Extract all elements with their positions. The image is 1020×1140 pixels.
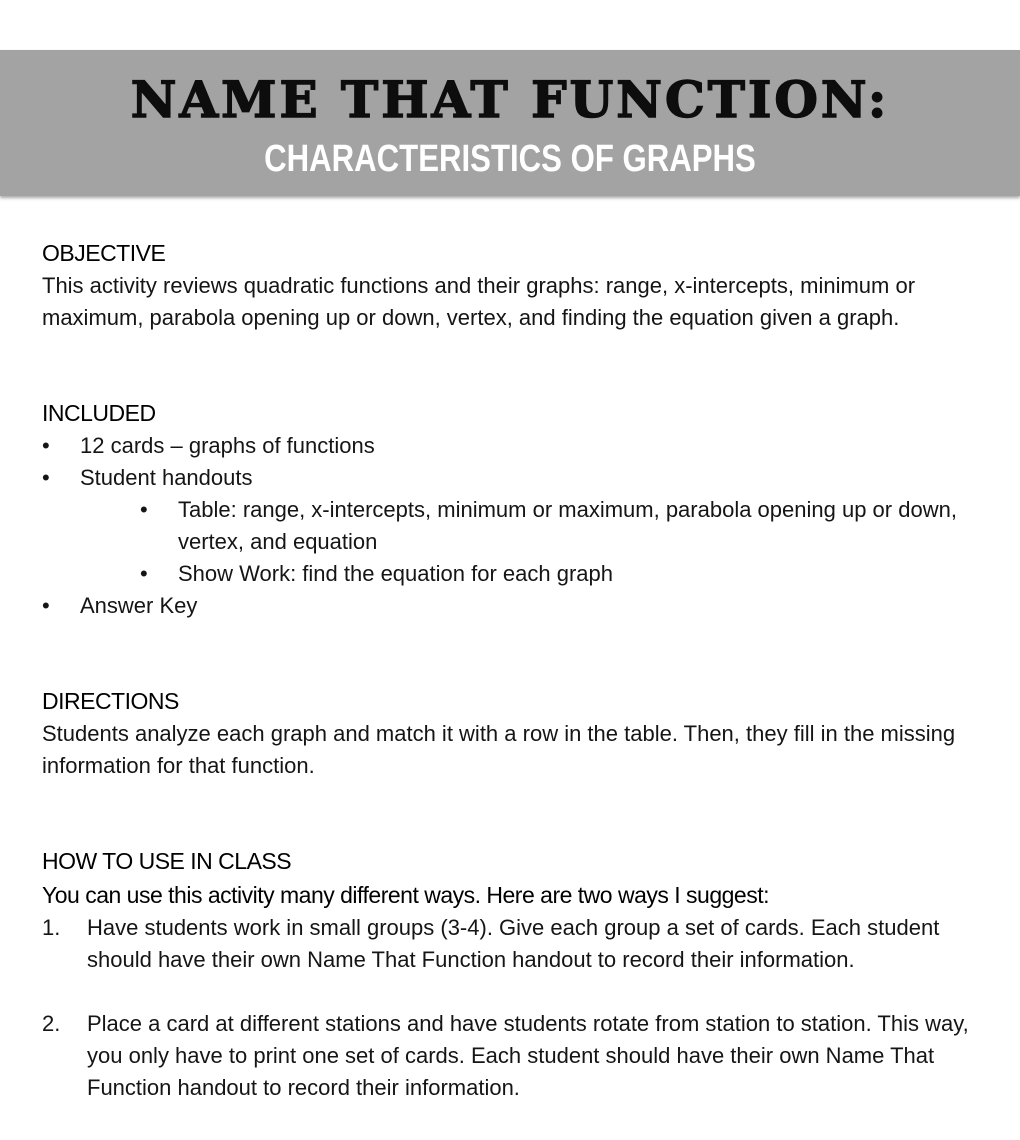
step-text: Have students work in small groups (3-4). Give each group a set of cards. Each student should have their own Name That Function handout to record their information. xyxy=(87,915,940,972)
list-item xyxy=(42,430,982,462)
how-to-use-heading: HOW TO USE IN CLASS xyxy=(42,848,292,874)
objective-section xyxy=(42,236,982,334)
bullet-icon: • xyxy=(42,593,50,618)
included-heading: INCLUDED xyxy=(42,400,156,426)
list-item xyxy=(140,558,982,590)
list-item xyxy=(42,462,982,590)
how-to-use-section xyxy=(42,844,982,1104)
step-number: 1. xyxy=(42,915,61,940)
directions-heading: DIRECTIONS xyxy=(42,688,179,714)
list-item-text: Show Work: find the equation for each graph xyxy=(178,561,613,586)
directions-section xyxy=(42,684,982,782)
directions-text: Students analyze each graph and match it with a row in the table. Then, they fill in the missing information for that function. xyxy=(42,721,956,778)
list-item xyxy=(140,494,982,558)
list-item xyxy=(42,1008,982,1104)
list-item xyxy=(42,912,982,976)
list-item-text: 12 cards – graphs of functions xyxy=(80,433,375,458)
list-item-text: Answer Key xyxy=(80,593,198,618)
bullet-icon: • xyxy=(140,497,148,522)
how-to-use-intro: You can use this activity many different ways. Here are two ways I suggest: xyxy=(42,882,769,908)
bullet-icon: • xyxy=(42,433,50,458)
list-item-text: Student handouts xyxy=(80,465,253,490)
list-item-text: Table: range, x-intercepts, minimum or maximum, parabola opening up or down, vertex, and equation xyxy=(178,497,957,554)
bullet-icon: • xyxy=(42,465,50,490)
objective-text: This activity reviews quadratic functions and their graphs: range, x-intercepts, minimum or maximum, parabola opening up or down, vertex, and finding the equation given a graph. xyxy=(42,273,916,330)
included-list xyxy=(42,430,982,622)
document-body xyxy=(42,236,982,1104)
steps-list xyxy=(42,912,982,1104)
step-text: Place a card at different stations and have students rotate from station to station. This way, you only have to print one set of cards. Each student should have their own Name That Function handout to record their information. xyxy=(87,1011,969,1100)
objective-heading: OBJECTIVE xyxy=(42,240,166,266)
page-title: NAME THAT FUNCTION: xyxy=(130,70,890,129)
page-subtitle: CHARACTERISTICS OF GRAPHS xyxy=(264,138,756,180)
bullet-icon: • xyxy=(140,561,148,586)
included-section xyxy=(42,396,982,622)
handouts-sublist xyxy=(80,494,982,590)
list-item xyxy=(42,590,982,622)
step-number: 2. xyxy=(42,1011,61,1036)
